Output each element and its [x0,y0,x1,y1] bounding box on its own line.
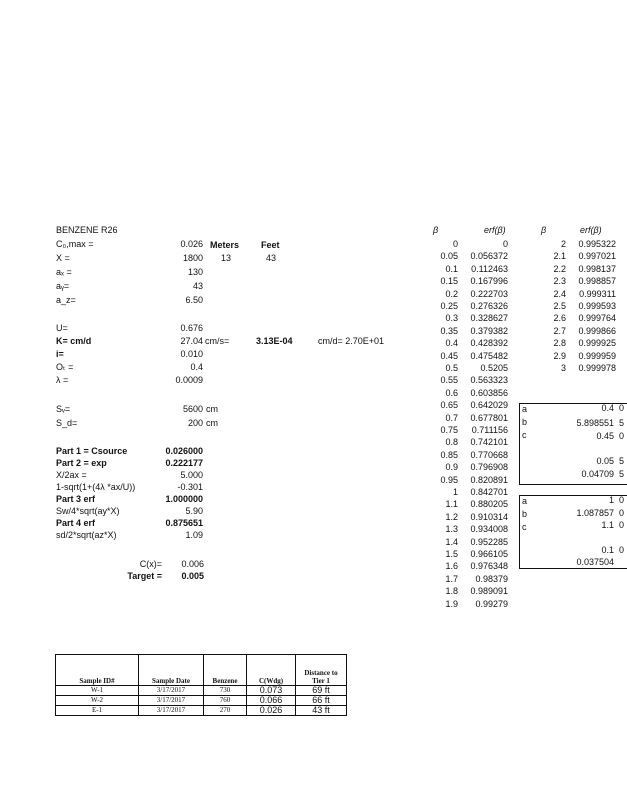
erf-cell: 0.999866 [578,325,616,336]
interp-clip: 0 [619,495,625,505]
beta-cell: 1 [452,487,458,497]
param-label: aᵧ= [56,281,70,291]
param-value: 0.0009 [175,375,203,385]
beta-cell: 0.95 [440,474,458,485]
table-cell: 760 [204,696,247,706]
beta-cell: 0.2 [445,288,458,299]
table-cell: 3/17/2017 [139,696,204,706]
interp-value: 0.037504 [576,557,614,567]
interp-value: 5.898551 [576,418,614,428]
beta-cell: 2.5 [553,301,566,311]
sheet-title: BENZENE R26 [56,225,118,235]
erf-cell: 0.966105 [470,549,508,559]
param-label: Oₜ = [56,362,74,372]
beta-cell: 0.4 [445,338,458,349]
table-cell: 3/17/2017 [139,706,204,716]
erf-cell: 0.711156 [471,425,508,435]
erf-cell: 0.999593 [578,301,616,311]
param-unit-2: cm/d= 2.70E+01 [318,336,385,346]
beta-cell: 2.1 [553,251,566,262]
beta-cell: 1.6 [445,561,458,572]
param-unit: cm [206,404,218,414]
erf-cell: 0.276326 [470,301,508,311]
beta-cell: 0.25 [440,301,458,311]
table-cell: 69 ft [296,686,347,696]
interp-label: a [522,496,528,506]
col-benzene: Benzene [204,655,247,686]
beta-cell: 2.9 [553,350,566,361]
calc-label: Part 1 = Csource [56,446,128,456]
interp-value: 1.087857 [576,508,614,518]
erf-header-1: erf(β) [484,225,506,235]
table-cell: W-2 [56,696,139,706]
calc-label: sd/2*sqrt(az*X) [56,530,117,540]
param-value: 200 [187,418,203,428]
table-cell: 66 ft [296,696,347,706]
erf-cell: 0.742101 [470,437,508,448]
param-value: 0.026 [180,239,203,249]
erf-cell: 0.475482 [470,350,508,361]
calc-label: Part 2 = exp [56,458,107,468]
beta-cell: 2.7 [553,325,566,336]
beta-cell: 0.8 [445,437,458,448]
calc-value: 0.026000 [165,446,203,456]
param-unit: cm [206,418,218,428]
interp-value: 0.05 [596,456,614,466]
interp-label: b [522,509,528,519]
param-feet: 43 [266,253,277,263]
erf-cell: 0.999764 [578,313,616,324]
beta-cell: 0.5 [445,363,458,373]
cx-label: C(x)= [139,559,162,569]
erf-cell: 0.997021 [578,251,616,262]
param-value: 0.010 [180,349,203,359]
calc-label: Part 4 erf [56,518,96,528]
table-row [56,706,347,716]
param-value: 130 [187,267,203,277]
table-cell: 43 ft [296,706,347,716]
interp-value: 0.45 [596,431,614,441]
param-label: C₀,max = [56,239,94,249]
param-value: 6.50 [185,295,203,305]
erf-cell: 0.5205 [480,363,508,373]
table-cell: 0.073 [247,686,296,696]
beta-header-2: β [541,225,547,235]
param-value: 1800 [182,253,203,263]
beta-cell: 0.3 [445,313,458,324]
param-label: λ = [56,375,69,385]
erf-cell: 0.328627 [470,313,508,324]
param-value: 5600 [182,404,203,414]
table-cell: 3/17/2017 [139,686,204,696]
col-sample-date: Sample Date [139,655,204,686]
param-unit: cm/s= [205,336,230,346]
beta-cell: 0.35 [440,325,458,336]
calc-value: 5.000 [180,470,203,480]
col-cwdg: C(Wdg) [247,655,296,686]
erf-header-2: erf(β) [580,225,602,235]
param-label: U= [56,323,68,333]
beta-cell: 0.55 [440,375,458,386]
erf-cell: 0.820891 [470,474,508,485]
erf-cell: 0.563323 [470,375,508,386]
interp-label: a [522,404,528,414]
cx-value: 0.006 [181,559,204,569]
param-value: 0.4 [190,362,203,372]
param-label: S_d= [56,418,78,428]
calc-value: 0.222177 [165,458,203,468]
feet-header: Feet [261,240,280,250]
calc-label: Part 3 erf [56,494,96,504]
beta-cell: 0.1 [445,263,458,274]
calc-value: 5.90 [185,506,203,516]
calc-value: 0.875651 [165,518,203,528]
erf-cell: 0.999978 [578,363,616,373]
erf-cell: 0.167996 [470,276,508,287]
erf-cell: 0.880205 [470,499,508,510]
erf-cell: 0.998137 [578,263,616,274]
erf-cell: 0.989091 [470,586,508,597]
beta-cell: 1.3 [445,524,458,535]
beta-cell: 2.8 [553,338,566,349]
beta-cell: 0.85 [440,449,458,460]
calc-value: 1.09 [185,530,203,540]
erf-cell: 0.999959 [578,350,616,361]
interp-value: 0.4 [601,403,614,413]
table-cell: 0.066 [247,696,296,706]
interp-clip: 5 [619,456,625,466]
samples-table [55,654,347,716]
erf-cell: 0.995322 [578,239,616,249]
beta-cell: 0.45 [440,350,458,361]
beta-cell: 0.15 [440,276,458,287]
col-distance: Distance to Tier 1 [296,655,347,686]
calc-label: Sw/4*sqrt(ay*X) [56,506,120,516]
beta-cell: 0.9 [445,462,458,473]
table-cell: 0.026 [247,706,296,716]
beta-cell: 2.6 [553,313,566,324]
calc-value: 1.000000 [165,494,203,504]
erf-cell: 0.976348 [470,561,508,572]
erf-cell: 0.952285 [470,536,508,547]
interp-value: 0.04709 [581,469,614,479]
beta-cell: 0 [452,239,458,249]
erf-cell: 0.603856 [470,387,508,398]
interp-clip: 0 [619,508,625,518]
erf-cell: 0.998857 [578,276,616,287]
table-row [56,696,347,706]
calc-value: -0.301 [177,482,203,492]
param-value-2: 3.13E-04 [256,336,293,346]
interp-label: b [522,417,528,427]
param-label: Sᵥ= [56,404,71,414]
interp-label: c [522,430,527,440]
beta-cell: 2 [560,239,566,249]
table-cell: E-1 [56,706,139,716]
erf-cell: 0.910314 [470,511,508,522]
beta-cell: 0.7 [445,412,458,423]
table-cell: W-1 [56,686,139,696]
interp-label: c [522,522,527,532]
table-row [56,686,347,696]
beta-cell: 1.8 [445,586,458,597]
param-meters: 13 [221,253,232,263]
param-label: i= [56,349,64,359]
beta-cell: 1.1 [445,499,458,510]
table-cell: 730 [204,686,247,696]
param-label: a_z= [56,295,76,305]
calc-label: X/2ax = [56,470,87,480]
param-value: 43 [192,281,203,291]
erf-cell: 0.428392 [470,338,508,349]
erf-cell: 0.934008 [470,524,508,535]
erf-cell: 0.999925 [578,338,616,349]
beta-cell: 1.4 [445,536,458,547]
beta-cell: 0.75 [440,425,458,435]
beta-header-1: β [433,225,439,235]
beta-cell: 1.9 [445,598,458,609]
interp-clip: 0 [619,520,625,530]
beta-cell: 1.2 [445,511,458,522]
erf-cell: 0.796908 [470,462,508,473]
erf-cell: 0.222703 [470,288,508,299]
interp-clip: 5 [619,469,625,479]
param-value: 27.04 [180,336,203,346]
meters-header: Meters [210,240,240,250]
param-value: 0.676 [180,323,203,333]
erf-cell: 0.98379 [475,573,508,584]
interp-clip: 0 [619,431,625,441]
erf-cell: 0.842701 [470,487,508,497]
target-label: Target = [127,571,162,581]
calc-label: 1-sqrt(1+(4λ *ax/U)) [56,482,136,492]
interp-value: 1 [608,495,614,505]
table-cell: 270 [204,706,247,716]
erf-cell: 0.999311 [579,288,616,299]
interp-clip: 0 [619,545,625,555]
beta-cell: 0.6 [445,387,458,398]
beta-cell: 2.4 [553,288,566,299]
interp-value: 0.1 [601,545,614,555]
erf-cell: 0.770668 [470,449,508,460]
erf-cell: 0.112463 [471,263,508,274]
erf-cell: 0.379382 [470,325,508,336]
erf-cell: 0.677801 [470,412,508,423]
target-value: 0.005 [181,571,204,581]
beta-cell: 1.5 [445,549,458,559]
beta-cell: 1.7 [445,573,458,584]
beta-cell: 3 [560,363,566,373]
erf-cell: 0.642029 [470,400,508,411]
beta-cell: 2.2 [553,263,566,274]
beta-cell: 2.3 [553,276,566,287]
beta-cell: 0.65 [440,400,458,411]
interp-clip: 0 [619,403,625,413]
interp-value: 1.1 [601,520,614,530]
erf-cell: 0 [502,239,508,249]
param-label: K= cm/d [56,336,92,346]
col-sample-id: Sample ID# [56,655,139,686]
erf-cell: 0.99279 [475,598,508,609]
erf-cell: 0.056372 [470,251,508,262]
interp-clip: 5 [619,418,625,428]
param-label: X = [56,253,70,263]
param-label: aₓ = [56,267,72,277]
beta-cell: 0.05 [440,251,458,262]
